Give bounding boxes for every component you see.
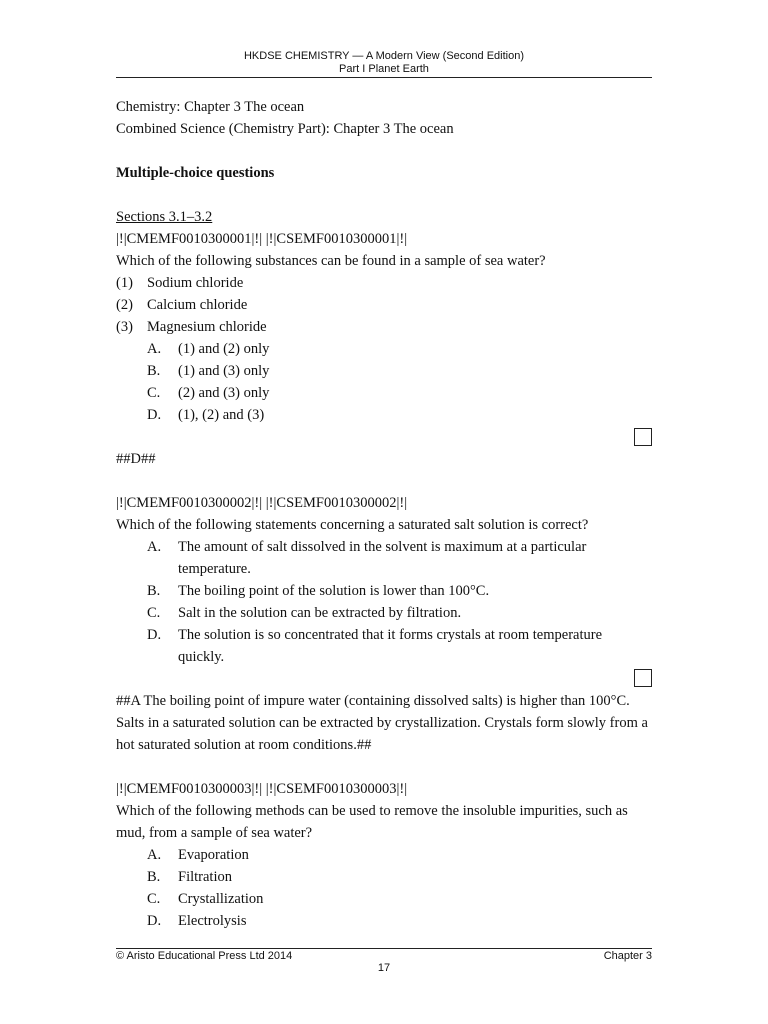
option-a	[116, 338, 656, 360]
answer-checkbox-q2[interactable]	[634, 669, 652, 687]
option-b	[116, 580, 656, 602]
question-code: |!|CMEMF0010300001|!| |!|CSEMF0010300001|!|	[116, 231, 408, 247]
chapter-line-combined-science: Combined Science (Chemistry Part): Chapter 3 The ocean	[116, 121, 454, 137]
option-label: C.	[147, 385, 161, 401]
item-text: Sodium chloride	[147, 275, 244, 291]
option-text: The solution is so concentrated that it forms crystals at room temperature quickly.	[178, 627, 603, 665]
option-b	[116, 360, 656, 382]
question-stem: Which of the following statements concerning a saturated salt solution is correct?	[116, 517, 589, 533]
section-heading: Multiple-choice questions	[116, 165, 275, 181]
option-b	[116, 866, 656, 888]
option-label: C.	[147, 605, 161, 621]
option-d	[116, 404, 656, 426]
question-stem: Which of the following substances can be found in a sample of sea water?	[116, 253, 546, 269]
answer-key: ##D##	[116, 451, 156, 467]
list-item	[116, 272, 656, 294]
item-number: (2)	[116, 297, 133, 313]
option-text: The boiling point of the solution is lower than 100°C.	[178, 583, 490, 599]
option-a	[116, 536, 656, 580]
option-text: Evaporation	[178, 847, 249, 863]
option-text: (1) and (2) only	[178, 341, 270, 357]
chapter-line-chemistry: Chemistry: Chapter 3 The ocean	[116, 99, 305, 115]
option-text: (2) and (3) only	[178, 385, 270, 401]
option-label: A.	[147, 539, 162, 555]
option-label: D.	[147, 627, 162, 643]
answer-key: ##A The boiling point of impure water (containing dissolved salts) is higher than 100°C. Salts in a saturated solution can be extracted by crystallization. Crystals form slowly from a hot saturated solution at room conditions.##	[116, 693, 648, 753]
footer-copyright: © Aristo Educational Press Ltd 2014	[116, 950, 293, 962]
option-c	[116, 382, 656, 404]
option-label: B.	[147, 869, 161, 885]
item-number: (3)	[116, 319, 133, 335]
header-title: HKDSE CHEMISTRY — A Modern View (Second Edition)	[243, 50, 524, 62]
option-text: Crystallization	[178, 891, 264, 907]
option-label: C.	[147, 891, 161, 907]
item-text: Magnesium chloride	[147, 319, 267, 335]
list-item	[116, 316, 656, 338]
option-label: D.	[147, 913, 162, 929]
option-label: A.	[147, 847, 162, 863]
item-number: (1)	[116, 275, 133, 291]
footer-chapter: Chapter 3	[603, 950, 652, 962]
header-rule	[116, 77, 652, 78]
option-d	[116, 624, 656, 668]
answer-checkbox-q1[interactable]	[634, 428, 652, 446]
header-part: Part I Planet Earth	[339, 63, 429, 75]
option-d	[116, 910, 656, 932]
option-label: B.	[147, 583, 161, 599]
footer-rule	[116, 948, 652, 949]
option-c	[116, 888, 656, 910]
option-label: B.	[147, 363, 161, 379]
option-text: (1) and (3) only	[178, 363, 270, 379]
question-code: |!|CMEMF0010300002|!| |!|CSEMF0010300002|!|	[116, 495, 408, 511]
option-a	[116, 844, 656, 866]
page-body	[116, 96, 656, 932]
question-code: |!|CMEMF0010300003|!| |!|CSEMF0010300003|!|	[116, 781, 408, 797]
option-text: Salt in the solution can be extracted by filtration.	[178, 605, 462, 621]
item-text: Calcium chloride	[147, 297, 248, 313]
option-text: The amount of salt dissolved in the solvent is maximum at a particular temperature.	[178, 539, 587, 577]
subsection-heading: Sections 3.1–3.2	[116, 209, 213, 225]
option-text: Electrolysis	[178, 913, 247, 929]
option-text: Filtration	[178, 869, 232, 885]
option-label: D.	[147, 407, 162, 423]
page-number: 17	[377, 962, 391, 974]
option-text: (1), (2) and (3)	[178, 407, 265, 423]
page-header	[116, 50, 652, 76]
option-label: A.	[147, 341, 162, 357]
question-stem: Which of the following methods can be used to remove the insoluble impurities, such as mud, from a sample of sea water?	[116, 803, 628, 841]
option-c	[116, 602, 656, 624]
list-item	[116, 294, 656, 316]
